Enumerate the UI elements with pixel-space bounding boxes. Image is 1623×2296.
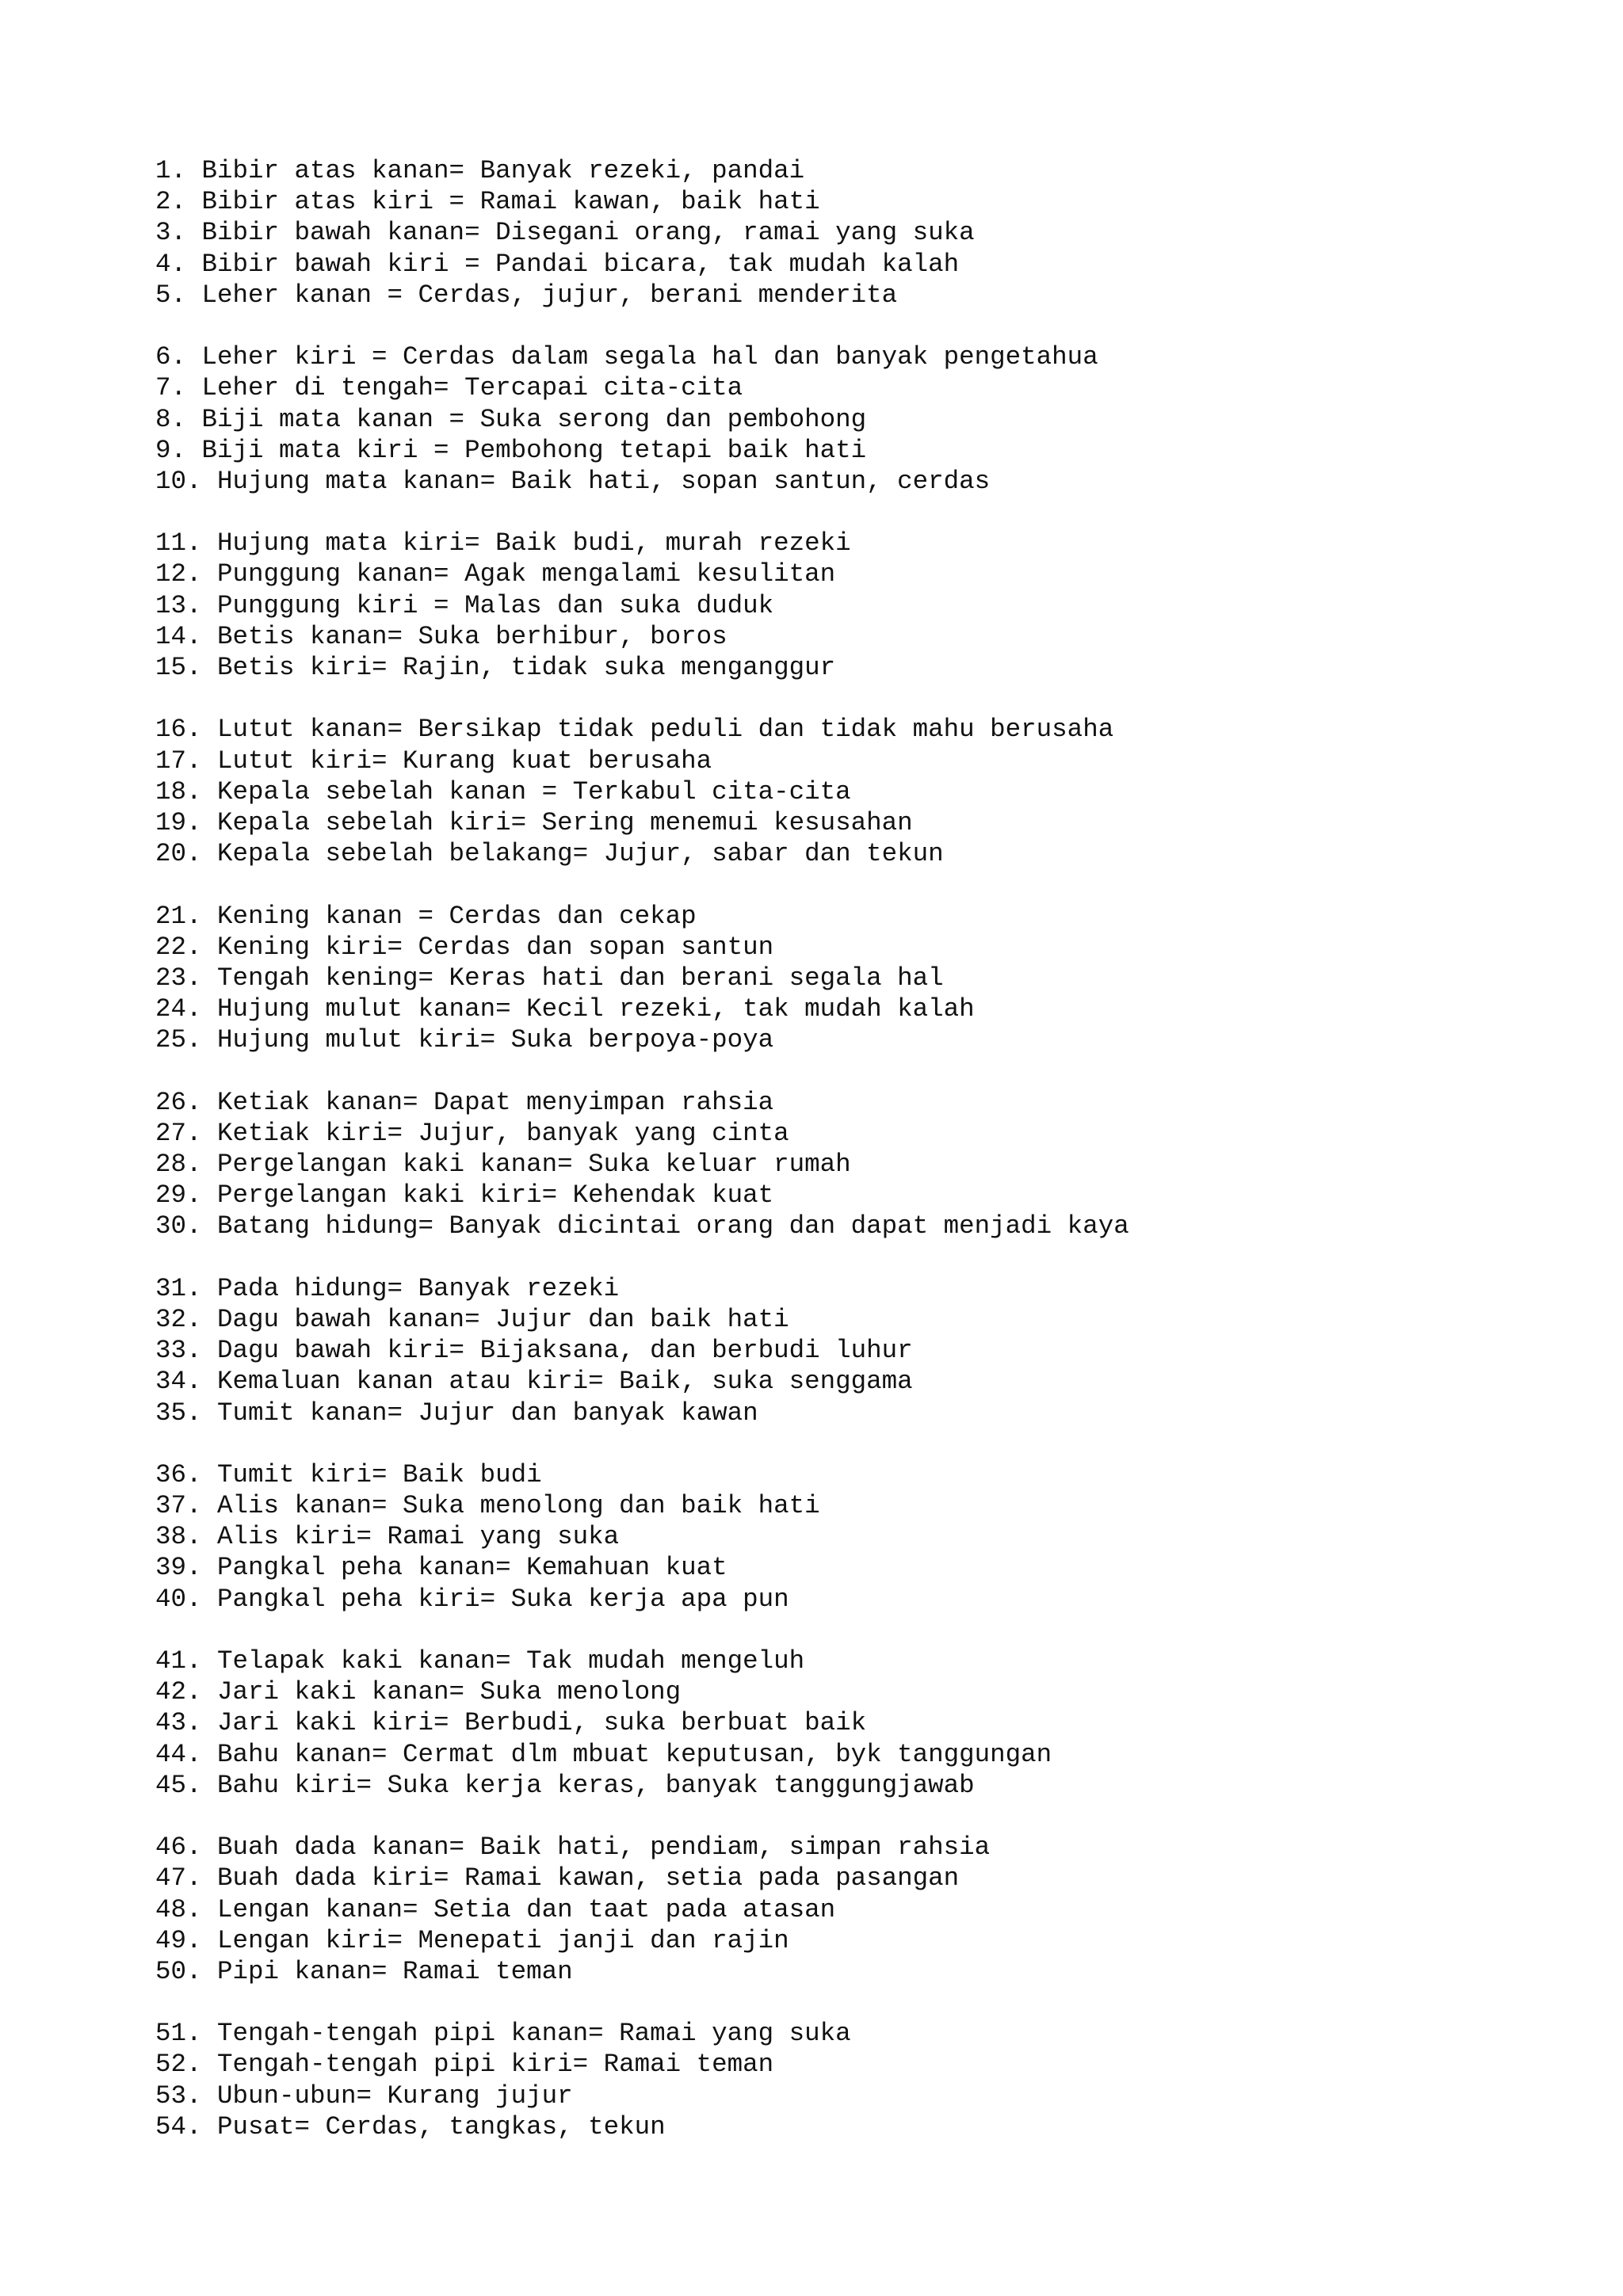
text-line: 6. Leher kiri = Cerdas dalam segala hal dan banyak pengetahua (155, 342, 1098, 372)
text-line: 18. Kepala sebelah kanan = Terkabul cita-cita (155, 776, 851, 807)
text-line: 29. Pergelangan kaki kiri= Kehendak kuat (155, 1180, 774, 1211)
text-line: 24. Hujung mulut kanan= Kecil rezeki, tak mudah kalah (155, 994, 975, 1024)
text-line: 43. Jari kaki kiri= Berbudi, suka berbuat baik (155, 1708, 867, 1738)
text-group (155, 341, 1582, 497)
text-line: 10. Hujung mata kanan= Baik hati, sopan santun, cerdas (155, 466, 991, 496)
text-group (155, 1459, 1582, 1615)
text-line: 19. Kepala sebelah kiri= Sering menemui kesusahan (155, 807, 913, 837)
text-group (155, 1832, 1582, 1987)
text-group (155, 901, 1582, 1056)
text-group (155, 714, 1582, 869)
text-line: 4. Bibir bawah kiri = Pandai bicara, tak mudah kalah (155, 249, 960, 279)
text-line: 32. Dagu bawah kanan= Jujur dan baik hati (155, 1304, 789, 1334)
text-line: 53. Ubun-ubun= Kurang jujur (155, 2081, 573, 2111)
text-line: 2. Bibir atas kiri = Ramai kawan, baik hati (155, 187, 820, 217)
text-line: 28. Pergelangan kaki kanan= Suka keluar rumah (155, 1150, 851, 1179)
text-group (155, 1087, 1582, 1242)
document-text-body (155, 155, 1582, 2173)
text-line: 46. Buah dada kanan= Baik hati, pendiam, simpan rahsia (155, 1833, 991, 1863)
text-line: 40. Pangkal peha kiri= Suka kerja apa pun (155, 1584, 789, 1614)
text-line: 30. Batang hidung= Banyak dicintai orang dan dapat menjadi kaya (155, 1211, 1129, 1241)
text-line: 48. Lengan kanan= Setia dan taat pada atasan (155, 1894, 836, 1924)
text-line: 25. Hujung mulut kiri= Suka berpoya-poya (155, 1025, 774, 1055)
text-line: 35. Tumit kanan= Jujur dan banyak kawan (155, 1398, 758, 1428)
text-line: 7. Leher di tengah= Tercapai cita-cita (155, 373, 743, 403)
text-line: 27. Ketiak kiri= Jujur, banyak yang cinta (155, 1118, 789, 1148)
text-line: 15. Betis kiri= Rajin, tidak suka menganggur (155, 653, 836, 682)
text-line: 1. Bibir atas kanan= Banyak rezeki, pandai (155, 156, 805, 185)
text-line: 50. Pipi kanan= Ramai teman (155, 1956, 573, 1986)
text-line: 13. Punggung kiri = Malas dan suka duduk (155, 590, 774, 620)
text-line: 44. Bahu kanan= Cermat dlm mbuat keputusan, byk tanggungan (155, 1739, 1052, 1769)
text-line: 36. Tumit kiri= Baik budi (155, 1459, 542, 1489)
text-group (155, 1273, 1582, 1428)
text-line: 21. Kening kanan = Cerdas dan cekap (155, 901, 697, 931)
text-line: 41. Telapak kaki kanan= Tak mudah mengeluh (155, 1646, 805, 1676)
text-line: 42. Jari kaki kanan= Suka menolong (155, 1677, 682, 1707)
text-line: 54. Pusat= Cerdas, tangkas, tekun (155, 2111, 666, 2142)
text-line: 17. Lutut kiri= Kurang kuat berusaha (155, 746, 712, 776)
text-line: 34. Kemaluan kanan atau kiri= Baik, suka senggama (155, 1367, 913, 1397)
text-group (155, 2018, 1582, 2142)
text-group (155, 528, 1582, 683)
text-line: 8. Biji mata kanan = Suka serong dan pembohong (155, 404, 867, 434)
text-line: 33. Dagu bawah kiri= Bijaksana, dan berbudi luhur (155, 1336, 913, 1366)
text-line: 14. Betis kanan= Suka berhibur, boros (155, 621, 727, 651)
text-line: 3. Bibir bawah kanan= Disegani orang, ramai yang suka (155, 218, 975, 248)
text-line: 23. Tengah kening= Keras hati dan berani segala hal (155, 963, 944, 993)
text-line: 49. Lengan kiri= Menepati janji dan rajin (155, 1925, 789, 1955)
text-line: 11. Hujung mata kiri= Baik budi, murah rezeki (155, 528, 851, 559)
text-group (155, 155, 1582, 311)
text-line: 51. Tengah-tengah pipi kanan= Ramai yang suka (155, 2019, 851, 2049)
text-group (155, 1646, 1582, 1801)
text-line: 12. Punggung kanan= Agak mengalami kesulitan (155, 559, 836, 589)
text-line: 31. Pada hidung= Banyak rezeki (155, 1273, 620, 1303)
text-line: 52. Tengah-tengah pipi kiri= Ramai teman (155, 2050, 774, 2080)
text-line: 38. Alis kiri= Ramai yang suka (155, 1522, 620, 1552)
text-line: 9. Biji mata kiri = Pembohong tetapi baik hati (155, 435, 867, 465)
text-line: 39. Pangkal peha kanan= Kemahuan kuat (155, 1553, 727, 1583)
text-line: 16. Lutut kanan= Bersikap tidak peduli dan tidak mahu berusaha (155, 715, 1114, 745)
text-line: 5. Leher kanan = Cerdas, jujur, berani menderita (155, 280, 898, 310)
text-line: 20. Kepala sebelah belakang= Jujur, sabar dan tekun (155, 839, 944, 869)
text-line: 37. Alis kanan= Suka menolong dan baik hati (155, 1491, 820, 1521)
text-line: 47. Buah dada kiri= Ramai kawan, setia pada pasangan (155, 1863, 960, 1894)
text-line: 45. Bahu kiri= Suka kerja keras, banyak tanggungjawab (155, 1770, 975, 1800)
text-line: 26. Ketiak kanan= Dapat menyimpan rahsia (155, 1087, 774, 1117)
text-line: 22. Kening kiri= Cerdas dan sopan santun (155, 932, 774, 962)
